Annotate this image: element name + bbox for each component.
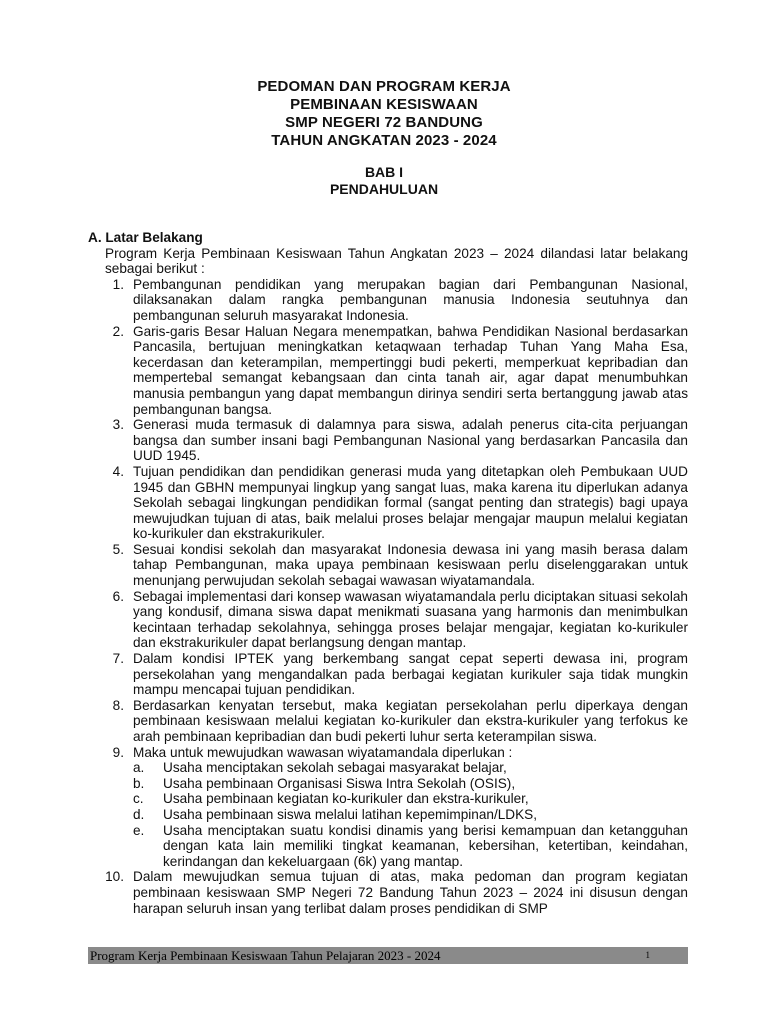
list-item [88,745,688,870]
sub-letter: b. [133,775,145,791]
item-text: Sesuai kondisi sekolah dan masyarakat Indonesia dewasa ini yang masih berasa dalam tahap Pembangunan, maka upaya pembinaan kesiswaan perlu diselenggarakan untuk menunjang perwujudan sekolah sebagai wawasan wiyatamandala. [133,541,688,589]
item-number: 6. [112,588,124,604]
document-title [0,78,768,150]
list-item [88,589,688,651]
item-number: 8. [112,697,124,713]
sub-letter: e. [133,822,145,838]
item-text: Generasi muda termasuk di dalamnya para siswa, adalah penerus cita-cita perjuangan bangsa dan sumber insani bagi Pembangunan Nasional yang berdasarkan Pancasila dan UUD 1945. [133,417,688,464]
sub-text: Usaha pembinaan kegiatan ko-kurikuler dan ekstra-kurikuler, [163,791,529,807]
list-item [88,542,688,589]
sub-text: Usaha menciptakan suatu kondisi dinamis yang berisi kemampuan dan ketangguhan dengan kata lain memiliki tingkat keamanan, kebersihan, ketertiban, keindahan, kerindangan dan kekeluargaan (6k) yang mantap. [163,822,688,869]
item-number: 7. [112,651,124,667]
item-number: 2. [112,323,124,339]
item-number: 3. [112,417,124,433]
item-text: Maka untuk mewujudkan wawasan wiyatamandala diperlukan : [133,744,513,760]
sub-text: Usaha menciptakan sekolah sebagai masyarakat belajar, [163,760,507,776]
title-line-2: PEMBINAAN KESISWAAN [290,96,478,113]
page-number: 1 [645,950,650,960]
item-text: Berdasarkan kenyatan tersebut, maka kegiatan persekolahan perlu diperkaya dengan pembinaan kesiswaan melalui kegiatan ko-kurikuler dan ekstra-kurikuler yang terfokus ke arah pembinaan kepribadian dan budi pekerti luhur serta keterampilan siswa. [133,697,688,744]
sub-text: Usaha pembinaan Organisasi Siswa Intra Sekolah (OSIS), [163,775,516,791]
list-item [88,698,688,745]
sublist-item [133,760,688,776]
chapter-heading [0,164,768,198]
item-text: Garis-garis Besar Haluan Negara menempatkan, bahwa Pendidikan Nasional berdasarkan Pancasila, bertujuan meningkatkan ketaqwaan terhadap Tuhan Yang Maha Esa, kecerdasan dan keterampilan, mempertinggi budi pekerti, memperkuat kepribadian dan mempertebal semangat kebangsaan dan cinta tanah air, agar dapat menumbuhkan manusia pembangun yang dapat membangun dirinya sendiri serta bertanggung jawab atas pembangunan bangsa. [133,323,688,417]
list-item [88,417,688,464]
title-line-4: TAHUN ANGKATAN 2023 - 2024 [271,132,497,149]
numbered-list [88,277,688,916]
title-line-3: SMP NEGERI 72 BANDUNG [285,114,483,131]
list-item [88,464,688,542]
list-item [88,324,688,418]
sub-letter: d. [133,806,145,822]
section-heading: A. Latar Belakang [88,230,203,245]
item-number: 4. [112,463,124,479]
sublist-item [133,776,688,792]
list-item [88,277,688,324]
sub-letter: c. [133,791,144,807]
item-text: Sebagai implementasi dari konsep wawasan wiyatamandala perlu diciptakan situasi sekolah yang kondusif, dimana siswa dapat menikmati suasana yang harmonis dan menimbulkan kecintaan terhadap sekolahnya, sehingga proses belajar mengajar, kegiatan ko-kurikuler dan ekstrakurikuler dapat berlangsung dengan mantap. [133,588,688,651]
item-number: 9. [112,744,124,760]
item-text: Dalam kondisi IPTEK yang berkembang sangat cepat seperti dewasa ini, program persekolahan yang mengandalkan pada berbagai kegiatan kurikuler saja tidak mungkin mampu mencapai tujuan pendidikan. [133,651,688,698]
sub-letter: a. [133,760,145,776]
footer-text: Program Kerja Pembinaan Kesiswaan Tahun Pelajaran 2023 - 2024 [90,948,441,963]
section-intro: Program Kerja Pembinaan Kesiswaan Tahun Angkatan 2023 – 2024 dilandasi latar belakang sebagai berikut : [105,245,688,277]
list-item [88,869,688,916]
sublist-item [133,807,688,823]
sublist-item [133,791,688,807]
section-content [88,230,688,916]
page-footer [88,947,688,964]
chapter-name: PENDAHULUAN [329,181,439,197]
item-number: 10. [105,869,124,885]
sub-text: Usaha pembinaan siswa melalui latihan kepemimpinan/LDKS, [163,806,538,822]
list-item [88,651,688,698]
lettered-sublist [133,760,688,869]
item-text: Tujuan pendidikan dan pendidikan generasi muda yang ditetapkan oleh Pembukaan UUD 1945 dan GBHN mempunyai lingkup yang sangat luas, maka karena itu diperlukan adanya Sekolah sebagai lingkungan pendidikan formal (sangat penting dan strategis) bagi upaya mewujudkan tujuan di atas, baik melalui proses belajar mengajar maupun melalui kegiatan ko-kurikuler dan ekstrakurikuler. [133,463,688,542]
item-text: Dalam mewujudkan semua tujuan di atas, maka pedoman dan program kegiatan pembinaan kesiswaan SMP Negeri 72 Bandung Tahun 2023 – 2024 ini disusun dengan harapan seluruh insan yang terlibat dalam proses pendidikan di SMP [133,869,688,916]
chapter-number: BAB I [364,164,404,180]
sublist-item [133,823,688,870]
item-text: Pembangunan pendidikan yang merupakan bagian dari Pembangunan Nasional, dilaksanakan dalam rangka pembangunan manusia Indonesia seutuhnya dan pembangunan seluruh masyarakat Indonesia. [133,276,688,323]
item-number: 5. [112,541,124,557]
item-number: 1. [112,276,124,292]
title-line-1: PEDOMAN DAN PROGRAM KERJA [257,78,511,95]
